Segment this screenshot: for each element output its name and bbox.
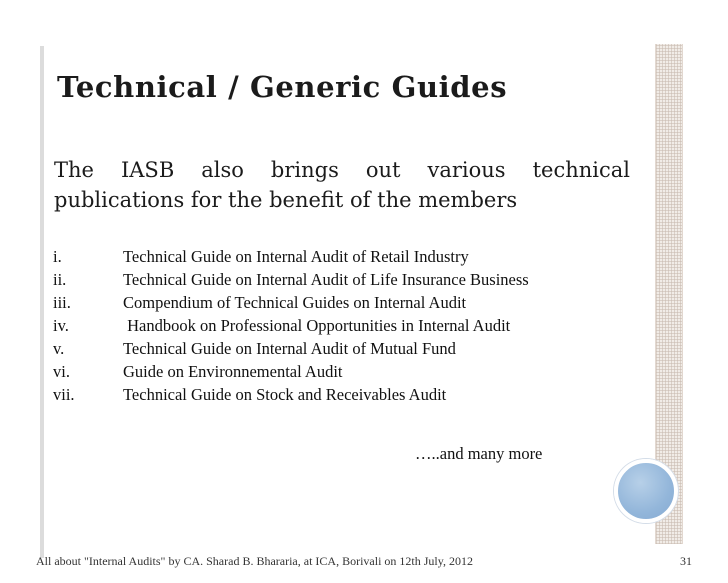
guide-list xyxy=(53,245,529,406)
list-item-text: Guide on Environnemental Audit xyxy=(123,362,343,381)
list-item-number: v. xyxy=(53,339,65,358)
list-item-text: Technical Guide on Stock and Receivables Audit xyxy=(123,385,447,404)
page-number: 31 xyxy=(680,554,692,568)
list-item-number: vii. xyxy=(53,385,75,404)
footer-text: All about "Internal Audits" by CA. Sharad B. Bhararia, at ICA, Borivali on 12th July, 2012 xyxy=(36,554,473,568)
list-item xyxy=(53,337,529,360)
intro-paragraph xyxy=(54,155,630,215)
list-item xyxy=(53,360,529,383)
left-divider-line xyxy=(40,46,44,558)
decorative-circle-icon xyxy=(614,459,678,523)
list-item-text: Technical Guide on Internal Audit of Life Insurance Business xyxy=(123,270,529,289)
list-item-text: Technical Guide on Internal Audit of Retail Industry xyxy=(123,247,469,266)
slide-title: Technical / Generic Guides xyxy=(57,70,508,104)
list-item-number: i. xyxy=(53,247,62,266)
and-many-more-text: …..and many more xyxy=(415,444,543,463)
list-item-number: vi. xyxy=(53,362,70,381)
list-item-text: Compendium of Technical Guides on Internal Audit xyxy=(123,293,467,312)
list-item xyxy=(53,383,529,406)
list-item xyxy=(53,314,529,337)
intro-line-2: publications for the benefit of the members xyxy=(54,188,518,212)
list-item-number: iv. xyxy=(53,316,69,335)
list-item-text: Technical Guide on Internal Audit of Mutual Fund xyxy=(123,339,456,358)
list-item-number: iii. xyxy=(53,293,71,312)
list-item-text: Handbook on Professional Opportunities in Internal Audit xyxy=(123,316,511,335)
list-item-number: ii. xyxy=(53,270,67,289)
intro-line-1: The IASB also brings out various technical xyxy=(54,158,630,182)
list-item xyxy=(53,245,529,268)
list-item xyxy=(53,291,529,314)
list-item xyxy=(53,268,529,291)
